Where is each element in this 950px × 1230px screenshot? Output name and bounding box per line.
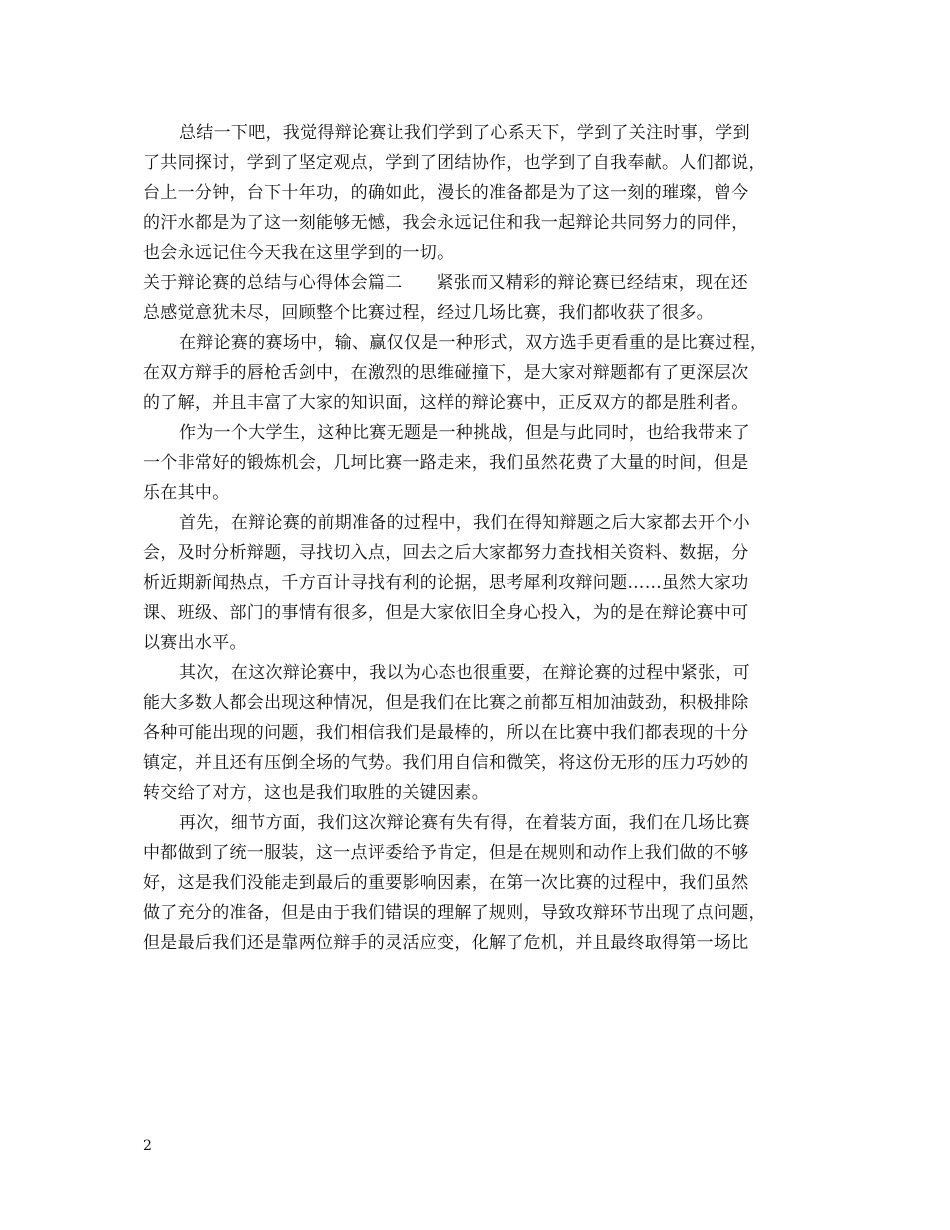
paragraph-line: 各种可能出现的问题，我们相信我们是最棒的，所以在比赛中我们都表现的十分: [143, 723, 749, 743]
section-heading-line: [143, 268, 819, 298]
paragraph-line: 作为一个大学生，这种比赛无题是一种挑战，但是与此同时，也给我带来了: [179, 423, 750, 443]
document-body: [143, 118, 819, 958]
paragraph-line: 析近期新闻热点，千方百计寻找有利的论据，思考犀利攻辩问题……虽然大家功: [143, 573, 749, 593]
paragraph-line: 中都做到了统一服装，这一点评委给予肯定，但是在规则和动作上我们做的不够: [143, 843, 749, 863]
paragraph-line: 总感觉意犹未尽，回顾整个比赛过程，经过几场比赛，我们都收获了很多。: [143, 303, 714, 323]
heading-continuation: 紧张而又精彩的辩论赛已经结束，现在还: [436, 273, 748, 293]
paragraph-line: 首先，在辩论赛的前期准备的过程中，我们在得知辩题之后大家都去开个小: [179, 513, 750, 533]
paragraph-line: 一个非常好的锻炼机会，几坷比赛一路走来，我们虽然花费了大量的时间，但是: [143, 453, 749, 473]
paragraph-line: 在双方辩手的唇枪舌剑中，在激烈的思维碰撞下，是大家对辩题都有了更深层次: [143, 363, 749, 383]
paragraph-line: 的汗水都是为了这一刻能够无憾，我会永远记住和我一起辩论共同努力的同伴，: [143, 213, 749, 233]
paragraph-line: 以赛出水平。: [143, 633, 247, 653]
section-heading: 关于辩论赛的总结与心得体会篇二: [143, 273, 403, 293]
paragraph-line: 好，这是我们没能走到最后的重要影响因素，在第一次比赛的过程中，我们虽然: [143, 873, 749, 893]
paragraph-line: 但是最后我们还是靠两位辩手的灵活应变，化解了危机，并且最终取得第一场比: [143, 933, 749, 953]
paragraph-line: 乐在其中。: [143, 483, 230, 503]
paragraph-line: 在辩论赛的赛场中，输、赢仅仅是一种形式，双方选手更看重的是比赛过程，: [179, 333, 768, 353]
page-number: 2: [143, 1138, 152, 1154]
paragraph-line: 课、班级、部门的事情有很多，但是大家依旧全身心投入，为的是在辩论赛中可: [143, 603, 749, 623]
paragraph-line: 其次，在这次辩论赛中，我以为心态也很重要，在辩论赛的过程中紧张，可: [179, 663, 750, 683]
paragraph-line: 了共同探讨，学到了坚定观点，学到了团结协作，也学到了自我奉献。人们都说，: [143, 153, 766, 173]
paragraph-line: 镇定，并且还有压倒全场的气势。我们用自信和微笑，将这份无形的压力巧妙的: [143, 753, 749, 773]
paragraph-line: 做了充分的准备，但是由于我们错误的理解了规则，导致攻辩环节出现了点问题，: [143, 903, 766, 923]
paragraph-line: 能大多数人都会出现这种情况，但是我们在比赛之前都互相加油鼓劲，积极排除: [143, 693, 749, 713]
paragraph-line: 再次，细节方面，我们这次辩论赛有失有得，在着装方面，我们在几场比赛: [179, 813, 750, 833]
paragraph-line: 总结一下吧，我觉得辩论赛让我们学到了心系天下，学到了关注时事，学到: [179, 123, 750, 143]
paragraph-line: 台上一分钟，台下十年功，的确如此，漫长的准备都是为了这一刻的璀璨，曾今: [143, 183, 749, 203]
paragraph-line: 转交给了对方，这也是我们取胜的关键因素。: [143, 783, 489, 803]
paragraph-line: 会，及时分析辩题，寻找切入点，回去之后大家都努力查找相关资料、数据，分: [143, 543, 749, 563]
paragraph-line: 的了解，并且丰富了大家的知识面，这样的辩论赛中，正反双方的都是胜利者。: [143, 393, 749, 413]
paragraph-line: 也会永远记住今天我在这里学到的一切。: [143, 243, 455, 263]
